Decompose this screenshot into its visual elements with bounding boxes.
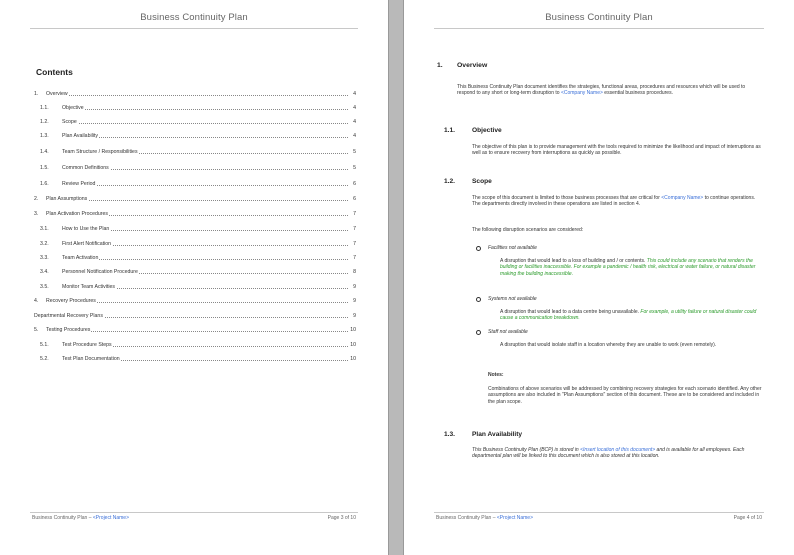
toc-entry-number: 3.3. xyxy=(40,255,49,261)
toc-entry-label: Plan Availability xyxy=(62,133,98,139)
toc-entry-page: 7 xyxy=(353,211,356,217)
toc-entry-label: Review Period xyxy=(62,181,96,187)
toc-entry-number: 3.5. xyxy=(40,284,49,290)
toc-leader-dots xyxy=(46,200,348,201)
scenario-label: Facilities not available xyxy=(488,245,537,251)
toc-entry-label: Monitor Team Activities xyxy=(62,284,115,290)
toc-entry[interactable] xyxy=(34,90,356,98)
header-rule xyxy=(434,28,764,29)
company-name-placeholder: <Company Name> xyxy=(560,90,603,97)
toc-entry[interactable] xyxy=(34,312,356,320)
toc-entry[interactable] xyxy=(34,164,356,172)
company-name-placeholder: <Company Name> xyxy=(661,195,704,201)
toc-entry-number: 5.2. xyxy=(40,356,49,362)
toc-entry-number: 1.5. xyxy=(40,165,49,171)
toc-entry[interactable] xyxy=(34,195,356,203)
header-rule xyxy=(30,28,358,29)
toc-entry-label: First Alert Notification xyxy=(62,241,112,247)
toc-entry-page: 4 xyxy=(353,105,356,111)
page-header-title: Business Continuity Plan xyxy=(545,12,653,23)
toc-entry[interactable] xyxy=(34,326,356,334)
toc-entry[interactable] xyxy=(34,180,356,188)
scenario-description xyxy=(500,342,762,348)
toc-entry-page: 6 xyxy=(353,181,356,187)
toc-entry-page: 4 xyxy=(353,119,356,125)
footer-doc-label: Business Continuity Plan – xyxy=(436,515,497,521)
availability-text: This Business Continuity Plan (BCP) is stored in xyxy=(472,447,581,453)
toc-entry[interactable] xyxy=(34,104,356,112)
overview-paragraph xyxy=(457,84,757,97)
toc-entry-number: 1. xyxy=(34,91,39,97)
footer-doc-label: Business Continuity Plan – xyxy=(32,515,93,521)
toc-entry-label: Test Procedure Steps xyxy=(62,342,112,348)
toc-entry-label: Departmental Recovery Plans xyxy=(34,313,103,319)
toc-entry[interactable] xyxy=(34,341,356,349)
overview-text-end: essential business procedures. xyxy=(602,90,673,97)
page-gutter xyxy=(389,0,403,555)
toc-entry-label: Objective xyxy=(62,105,84,111)
bullet-icon xyxy=(476,297,481,302)
toc-entry[interactable] xyxy=(34,118,356,126)
toc-entry-number: 3. xyxy=(34,211,39,217)
toc-entry-label: Common Definitions xyxy=(62,165,109,171)
toc-entry-label: Test Plan Documentation xyxy=(62,356,120,362)
toc-entry-label: Testing Procedures xyxy=(46,327,91,333)
toc-entry-label: Recovery Procedures xyxy=(46,298,96,304)
toc-entry-page: 9 xyxy=(353,313,356,319)
toc-entry-number: 1.1. xyxy=(40,105,49,111)
toc-entry[interactable] xyxy=(34,225,356,233)
toc-entry-page: 4 xyxy=(353,133,356,139)
scope-text: The scope of this document is limited to those business processes that are critical for xyxy=(472,195,662,201)
page-header-title: Business Continuity Plan xyxy=(140,12,248,23)
toc-entry-page: 9 xyxy=(353,284,356,290)
toc-entry-label: Personnel Notification Procedure xyxy=(62,269,138,275)
toc-leader-dots xyxy=(62,137,348,138)
toc-entry[interactable] xyxy=(34,132,356,140)
section-title-objective: Objective xyxy=(472,127,502,134)
section-number-objective: 1.1. xyxy=(444,127,455,134)
toc-entry-label: Team Activation xyxy=(62,255,99,261)
toc-entry-label: How to Use the Plan xyxy=(62,226,110,232)
overview-text: This Business Continuity Plan document identifies the strategies, functional areas, procedures and resources which will be used to respond to any short or long-term disruption to xyxy=(457,84,746,97)
footer-rule xyxy=(434,512,764,513)
toc-leader-dots xyxy=(62,109,348,110)
toc-entry-page: 8 xyxy=(353,269,356,275)
scenario-text: A disruption that would isolate staff in a location whereby they are unable to work (even remotely). xyxy=(500,342,717,348)
footer-left xyxy=(436,515,533,521)
toc-entry-number: 3.4. xyxy=(40,269,49,275)
section-title-overview: Overview xyxy=(457,62,488,69)
toc-entry-page: 10 xyxy=(350,356,356,362)
scenario-example: For example, a utility failure or natural disaster could cause a communication breakdown. xyxy=(500,309,757,322)
scope-paragraph xyxy=(472,195,762,208)
availability-paragraph xyxy=(472,447,764,460)
toc-leader-dots xyxy=(62,123,348,124)
toc-leader-dots xyxy=(46,95,348,96)
toc-entry-number: 1.4. xyxy=(40,149,49,155)
toc-entry[interactable] xyxy=(34,254,356,262)
notes-label: Notes: xyxy=(488,372,504,378)
toc-entry-page: 4 xyxy=(353,91,356,97)
section-title-availability: Plan Availability xyxy=(472,431,523,438)
bullet-icon xyxy=(476,246,481,251)
availability-text-end: and is available for all employees. Each departmental plan will be linked to this document which is also stored at this location. xyxy=(472,447,745,460)
toc-entry[interactable] xyxy=(34,210,356,218)
scenario-text: A disruption that would lead to a loss of building and / or contents. xyxy=(500,258,647,264)
toc-leader-dots xyxy=(62,185,348,186)
toc-entry-number: 3.2. xyxy=(40,241,49,247)
toc-entry-label: Plan Activation Procedures xyxy=(46,211,108,217)
footer-project-name: <Project Name> xyxy=(496,515,534,521)
toc-entry-number: 5.1. xyxy=(40,342,49,348)
toc-entry-number: 1.6. xyxy=(40,181,49,187)
toc-entry[interactable] xyxy=(34,268,356,276)
toc-entry-page: 10 xyxy=(350,342,356,348)
scenario-text: A disruption that would lead to a data centre being unavailable. xyxy=(500,309,641,315)
contents-heading: Contents xyxy=(36,67,73,77)
bullet-icon xyxy=(476,330,481,335)
toc-entry-page: 6 xyxy=(353,196,356,202)
footer-left xyxy=(32,515,129,521)
section-title-scope: Scope xyxy=(472,178,492,185)
scenario-example: This could include any scenario that renders the building or facilities inaccessible. For example a pandemic / health risk, electrical or water failure, or natural disaster making the building inaccessible. xyxy=(500,258,756,277)
toc-entry-page: 5 xyxy=(353,165,356,171)
toc-entry-number: 2. xyxy=(34,196,39,202)
objective-paragraph: The objective of this plan is to provide management with the tools required to minimize the likelihood and impact of interruptions as well as to ensure recovery from interruptions as quickly as possible. xyxy=(472,144,761,157)
toc-entry-number: 1.2. xyxy=(40,119,49,125)
toc-entry[interactable] xyxy=(34,283,356,291)
toc-entry-page: 9 xyxy=(353,298,356,304)
scenario-label: Systems not available xyxy=(488,296,537,302)
footer-rule xyxy=(30,512,358,513)
toc-entry[interactable] xyxy=(34,148,356,156)
location-placeholder: <Insert location of this document> xyxy=(580,447,656,453)
document-page-overview xyxy=(404,0,794,555)
section-number-overview: 1. xyxy=(437,62,443,69)
toc-entry-page: 7 xyxy=(353,255,356,261)
toc-entry-label: Team Structure / Responsibilities xyxy=(62,149,138,155)
toc-entry[interactable] xyxy=(34,297,356,305)
toc-entry-page: 5 xyxy=(353,149,356,155)
toc-entry-number: 4. xyxy=(34,298,39,304)
scenario-description xyxy=(500,309,762,322)
footer-project-name: <Project Name> xyxy=(92,515,130,521)
toc-entry-number: 5. xyxy=(34,327,39,333)
section-number-availability: 1.3. xyxy=(444,431,455,438)
notes-paragraph: Combinations of above scenarios will be addressed by combining recovery strategies for each scenario identified. Any other assumptions are also included in "Plan Assumptions" section of this document. These are to be considered and included in the plan scope. xyxy=(488,386,762,405)
document-page-contents xyxy=(0,0,388,555)
toc-entry-label: Plan Assumptions xyxy=(46,196,88,202)
scenario-description xyxy=(500,258,762,277)
toc-entry-page: 10 xyxy=(350,327,356,333)
toc-entry-label: Overview xyxy=(46,91,68,97)
footer-page-number: Page 3 of 10 xyxy=(327,515,356,521)
toc-entry[interactable] xyxy=(34,355,356,363)
scenario-label: Staff not available xyxy=(488,329,528,335)
toc-entry-page: 7 xyxy=(353,226,356,232)
toc-entry-number: 1.3. xyxy=(40,133,49,139)
section-number-scope: 1.2. xyxy=(444,178,455,185)
scope-intro: The following disruption scenarios are considered: xyxy=(472,227,584,233)
toc-entry-page: 7 xyxy=(353,241,356,247)
toc-entry-label: Scope xyxy=(62,119,77,125)
toc-leader-dots xyxy=(62,259,348,260)
scope-text-end: to continue operations. The departments directly involved in these operations are listed in section 4. xyxy=(472,195,756,208)
toc-entry[interactable] xyxy=(34,240,356,248)
toc-entry-number: 3.1. xyxy=(40,226,49,232)
footer-page-number: Page 4 of 10 xyxy=(733,515,762,521)
